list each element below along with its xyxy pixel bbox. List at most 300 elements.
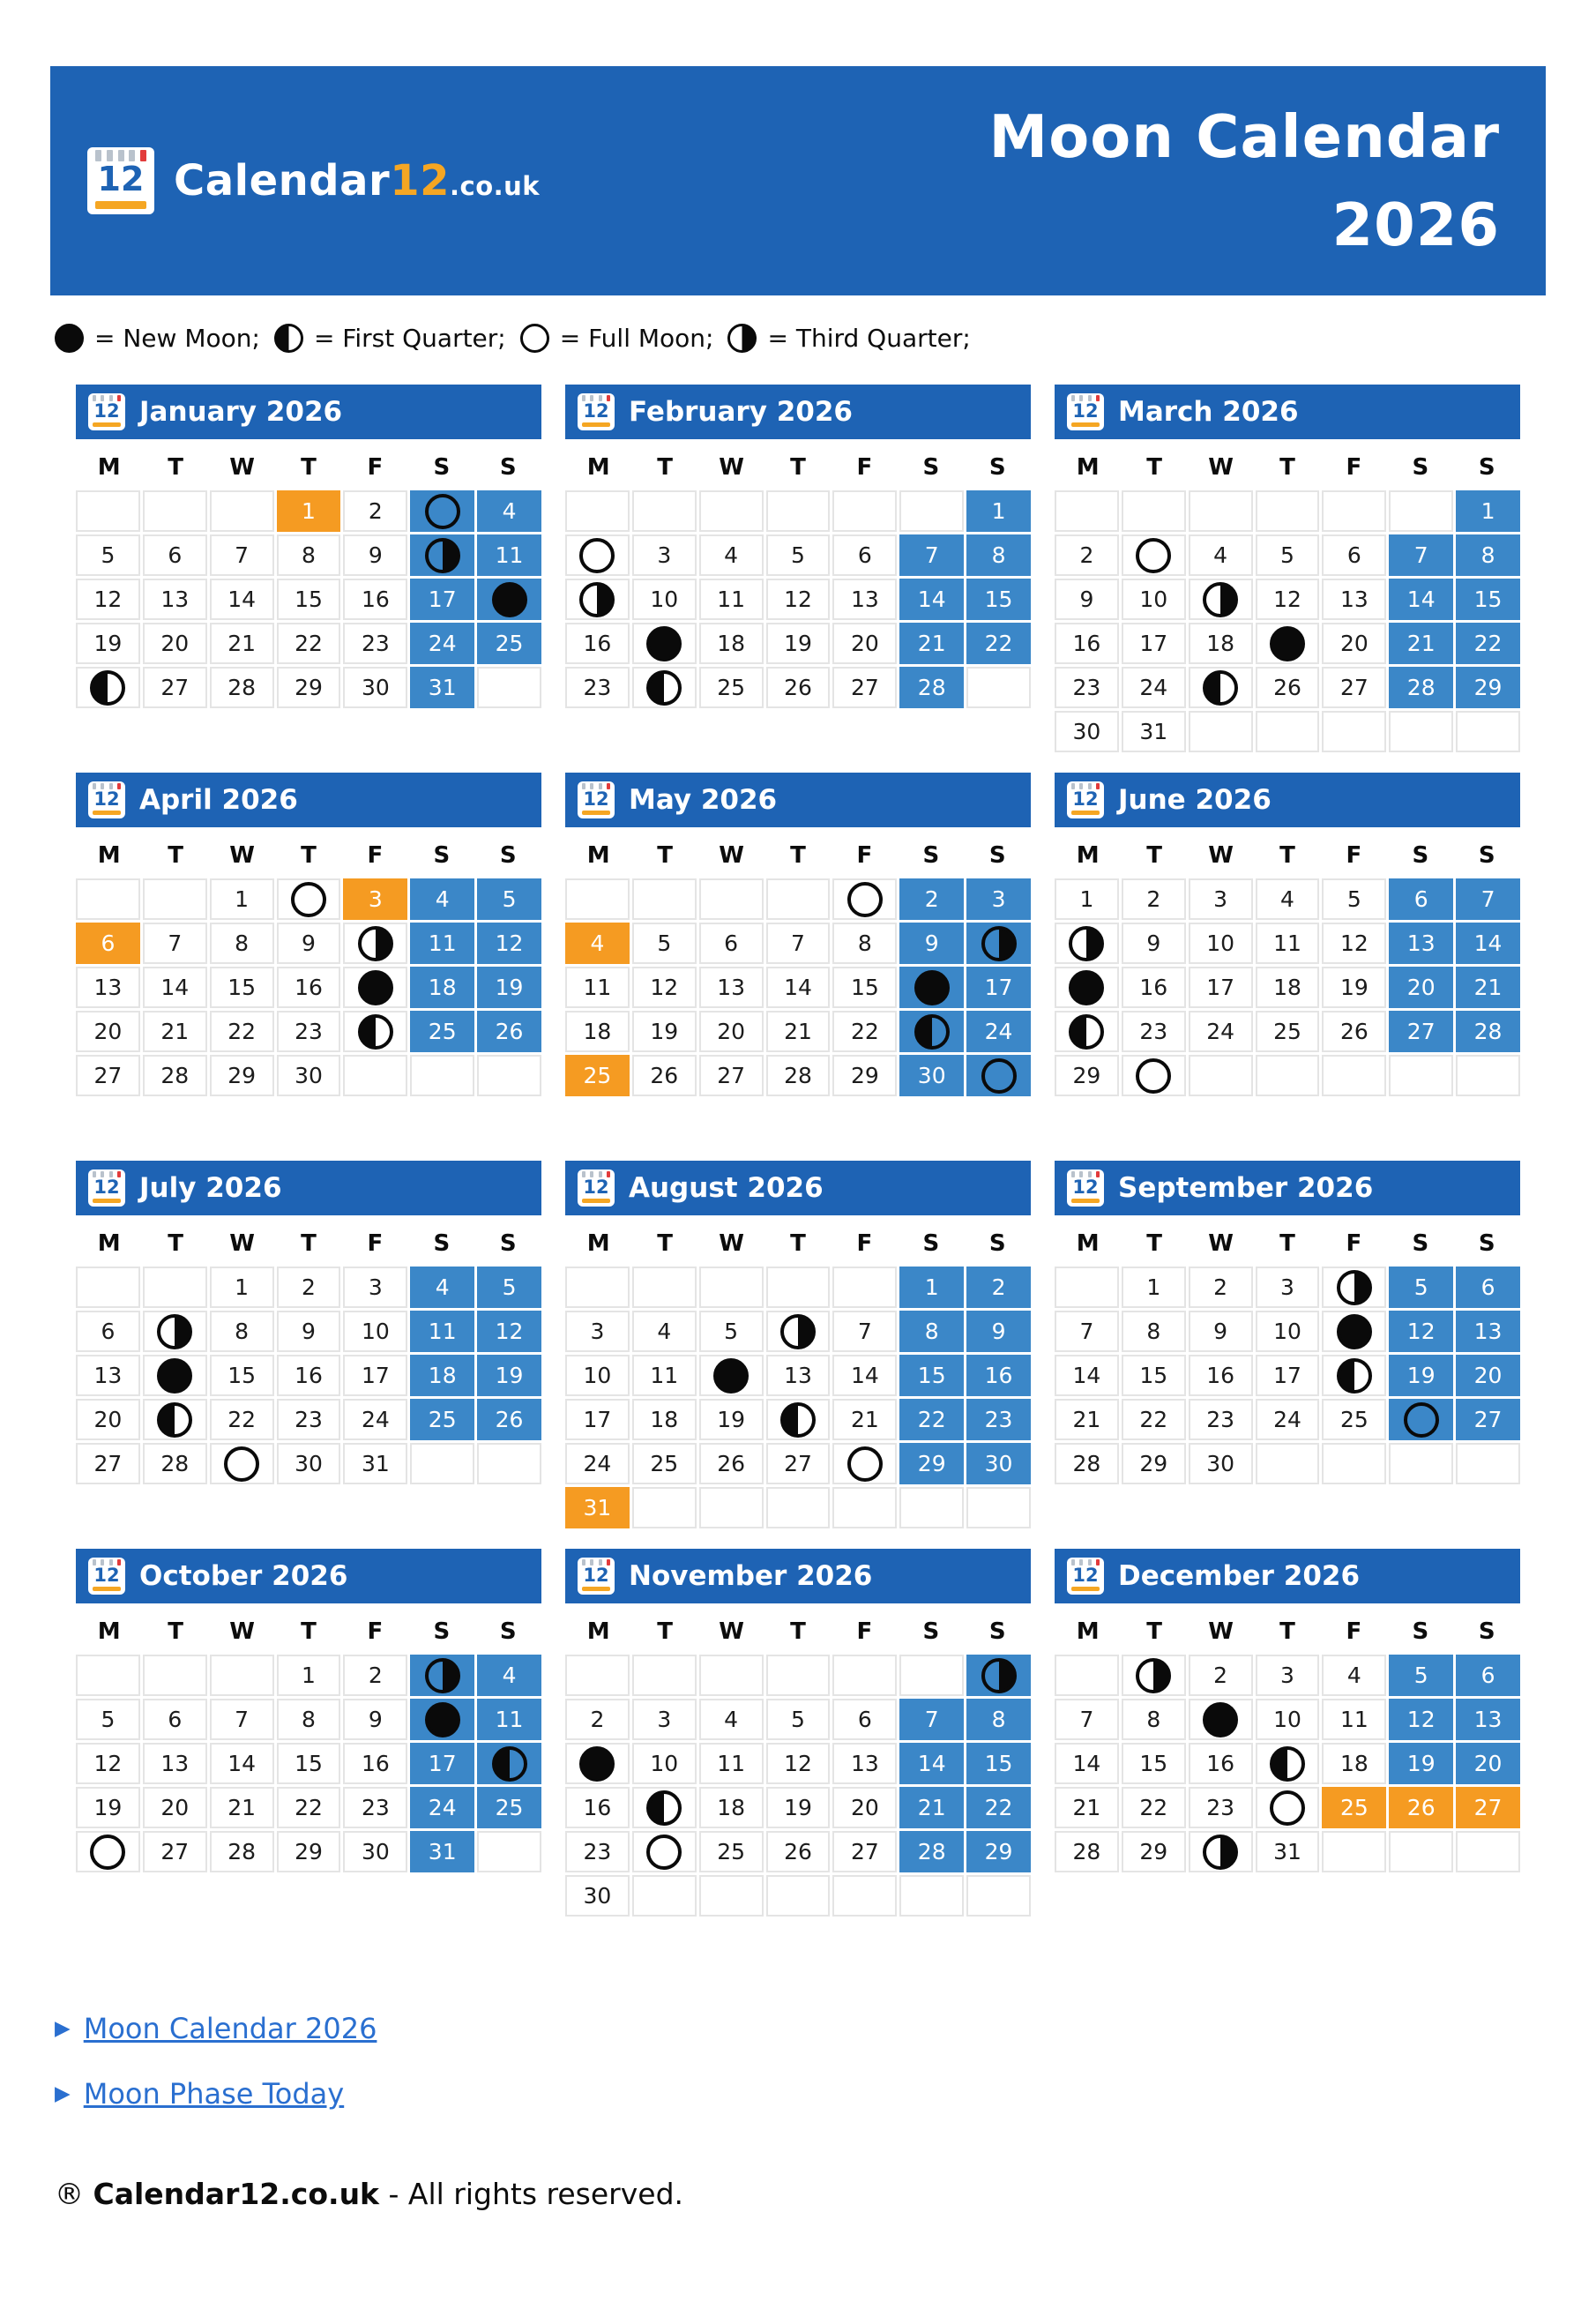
day-cell-may-10 <box>966 923 1031 964</box>
day-cell-august-13: 13 <box>766 1355 831 1396</box>
weekday-label: T <box>301 1618 317 1645</box>
empty-cell <box>1256 1443 1320 1484</box>
day-cell-october-18 <box>477 1743 541 1784</box>
weekday-label: S <box>1478 1618 1495 1645</box>
day-cell-october-11: 11 <box>477 1699 541 1740</box>
weekday-label: S <box>1478 1230 1495 1257</box>
weekday-label: S <box>433 842 451 869</box>
day-cell-march-26: 26 <box>1256 667 1320 708</box>
day-cell-april-27: 27 <box>76 1055 140 1096</box>
empty-cell <box>1122 490 1186 532</box>
empty-cell <box>699 490 764 532</box>
legend-label-full: = Full Moon; <box>559 324 714 353</box>
day-cell-june-7: 7 <box>1456 878 1520 920</box>
day-cell-march-9: 9 <box>1055 579 1119 620</box>
day-cell-september-28: 28 <box>1055 1443 1119 1484</box>
day-cell-may-29: 29 <box>832 1055 897 1096</box>
full-moon-icon <box>1404 1402 1439 1438</box>
day-cell-october-13: 13 <box>143 1743 207 1784</box>
weekday-label: T <box>1146 454 1162 481</box>
empty-cell <box>699 878 764 920</box>
day-cell-march-10: 10 <box>1122 579 1186 620</box>
day-cell-january-31: 31 <box>410 667 474 708</box>
weekday-label: F <box>1346 842 1362 869</box>
page-title-line2: 2026 <box>1331 191 1500 259</box>
day-cell-may-2: 2 <box>899 878 964 920</box>
calendar12-logo[interactable] <box>87 147 540 214</box>
day-cell-december-27: 27 <box>1456 1787 1520 1828</box>
weekday-label: W <box>719 454 744 481</box>
month-november <box>565 1549 1031 1917</box>
day-cell-february-14: 14 <box>899 579 964 620</box>
day-cell-june-6: 6 <box>1389 878 1453 920</box>
calendar-12-icon: 12 <box>578 393 615 430</box>
day-cell-may-15: 15 <box>832 967 897 1008</box>
weekday-label: W <box>229 454 255 481</box>
day-cell-november-28: 28 <box>899 1831 964 1872</box>
day-cell-may-27: 27 <box>699 1055 764 1096</box>
day-cell-september-23: 23 <box>1189 1399 1253 1440</box>
empty-cell <box>766 1655 831 1696</box>
day-cell-january-9: 9 <box>343 534 407 576</box>
third-moon-icon <box>1069 926 1104 961</box>
weekday-label: S <box>988 454 1006 481</box>
day-cell-october-15: 15 <box>277 1743 341 1784</box>
day-cell-february-17 <box>632 623 697 664</box>
weekday-label: T <box>1146 1230 1162 1257</box>
legend-label-third: = Third Quarter; <box>767 324 971 353</box>
day-cell-march-20: 20 <box>1322 623 1386 664</box>
day-cell-march-25 <box>1189 667 1253 708</box>
day-cell-october-25: 25 <box>477 1787 541 1828</box>
day-cell-december-10: 10 <box>1256 1699 1320 1740</box>
day-cell-february-12: 12 <box>766 579 831 620</box>
moon-phase-today-link[interactable]: Moon Phase Today <box>83 2077 345 2111</box>
day-cell-december-12: 12 <box>1389 1699 1453 1740</box>
empty-cell <box>76 490 140 532</box>
month-header-october <box>76 1549 541 1603</box>
day-cell-december-1 <box>1122 1655 1186 1696</box>
month-header-may <box>565 773 1031 827</box>
day-cell-november-14: 14 <box>899 1743 964 1784</box>
moon-phase-legend <box>55 324 1596 353</box>
day-cell-july-10: 10 <box>343 1311 407 1352</box>
first-moon-icon <box>157 1402 192 1438</box>
day-cell-september-12: 12 <box>1389 1311 1453 1352</box>
day-cell-december-9 <box>1189 1699 1253 1740</box>
day-cell-october-5: 5 <box>76 1699 140 1740</box>
empty-cell <box>832 1875 897 1917</box>
weekday-label: S <box>1412 1230 1429 1257</box>
day-cell-february-19: 19 <box>766 623 831 664</box>
full-moon-icon <box>1270 1790 1305 1826</box>
weekday-label: F <box>1346 454 1362 481</box>
empty-cell <box>966 1487 1031 1528</box>
day-cell-may-11: 11 <box>565 967 630 1008</box>
day-cell-october-23: 23 <box>343 1787 407 1828</box>
day-cell-july-30: 30 <box>277 1443 341 1484</box>
day-cell-november-15: 15 <box>966 1743 1031 1784</box>
day-cell-may-17: 17 <box>966 967 1031 1008</box>
empty-cell <box>565 1267 630 1308</box>
third-moon-icon <box>1203 582 1238 617</box>
day-cell-july-13: 13 <box>76 1355 140 1396</box>
day-cell-september-14: 14 <box>1055 1355 1119 1396</box>
day-cell-november-24 <box>632 1831 697 1872</box>
day-cell-july-31: 31 <box>343 1443 407 1484</box>
weekday-label: S <box>988 842 1006 869</box>
empty-cell <box>410 1055 474 1096</box>
weekday-label: M <box>97 1618 121 1645</box>
day-cell-august-5: 5 <box>699 1311 764 1352</box>
empty-cell <box>766 1267 831 1308</box>
day-cell-november-25: 25 <box>699 1831 764 1872</box>
day-cell-february-2 <box>565 534 630 576</box>
month-august <box>565 1161 1031 1528</box>
weekday-header-row <box>76 827 541 878</box>
new-moon-icon <box>55 324 84 353</box>
day-cell-november-5: 5 <box>766 1699 831 1740</box>
day-cell-june-3: 3 <box>1189 878 1253 920</box>
weekday-label: T <box>301 1230 317 1257</box>
month-title-april: April 2026 <box>139 784 298 816</box>
day-cell-december-6: 6 <box>1456 1655 1520 1696</box>
weekday-header-row <box>565 439 1031 490</box>
month-title-june: June 2026 <box>1118 784 1272 816</box>
day-cell-november-26: 26 <box>766 1831 831 1872</box>
third-moon-icon <box>1136 1658 1171 1693</box>
header-banner <box>50 66 1546 295</box>
empty-cell <box>699 1487 764 1528</box>
day-cell-october-22: 22 <box>277 1787 341 1828</box>
day-cell-march-24: 24 <box>1122 667 1186 708</box>
empty-cell <box>632 1267 697 1308</box>
first-moon-icon <box>646 1790 682 1826</box>
day-cell-july-2: 2 <box>277 1267 341 1308</box>
month-may <box>565 773 1031 1096</box>
full-moon-icon <box>1136 538 1171 573</box>
day-cell-november-13: 13 <box>832 1743 897 1784</box>
day-cell-july-6: 6 <box>76 1311 140 1352</box>
full-moon-icon <box>847 882 883 917</box>
day-cell-may-12: 12 <box>632 967 697 1008</box>
first-moon-icon <box>1270 1746 1305 1782</box>
empty-cell <box>832 1655 897 1696</box>
day-cell-june-23: 23 <box>1122 1011 1186 1052</box>
legend-item-third <box>727 324 970 353</box>
day-cell-november-7: 7 <box>899 1699 964 1740</box>
day-cell-january-11: 11 <box>477 534 541 576</box>
page-title-line1: Moon Calendar <box>988 101 1500 171</box>
month-header-july <box>76 1161 541 1215</box>
day-cell-february-25: 25 <box>699 667 764 708</box>
weekday-label: M <box>586 454 610 481</box>
day-cell-july-22: 22 <box>210 1399 274 1440</box>
day-cell-may-14: 14 <box>766 967 831 1008</box>
month-header-january <box>76 385 541 439</box>
new-moon-icon <box>713 1358 749 1394</box>
legend-label-first: = First Quarter; <box>313 324 506 353</box>
day-cell-january-24: 24 <box>410 623 474 664</box>
day-cell-december-18: 18 <box>1322 1743 1386 1784</box>
day-cell-march-30: 30 <box>1055 711 1119 752</box>
empty-cell <box>766 1487 831 1528</box>
day-cell-may-26: 26 <box>632 1055 697 1096</box>
weekday-label: S <box>1412 1618 1429 1645</box>
month-title-may: May 2026 <box>629 784 778 816</box>
third-moon-icon <box>358 926 393 961</box>
day-cell-september-18 <box>1322 1355 1386 1396</box>
day-cell-october-12: 12 <box>76 1743 140 1784</box>
day-cell-november-23: 23 <box>565 1831 630 1872</box>
day-cell-august-15: 15 <box>899 1355 964 1396</box>
day-cell-october-28: 28 <box>210 1831 274 1872</box>
day-cell-june-8 <box>1055 923 1119 964</box>
day-cell-february-21: 21 <box>899 623 964 664</box>
weekday-label: T <box>657 1618 673 1645</box>
day-cell-march-1: 1 <box>1456 490 1520 532</box>
day-cell-february-28: 28 <box>899 667 964 708</box>
calendar-12-icon: 12 <box>578 1558 615 1595</box>
day-cell-september-7: 7 <box>1055 1311 1119 1352</box>
day-cell-march-18: 18 <box>1189 623 1253 664</box>
day-cell-january-6: 6 <box>143 534 207 576</box>
weekday-header-row <box>76 1603 541 1655</box>
day-cell-october-1: 1 <box>277 1655 341 1696</box>
month-header-december <box>1055 1549 1520 1603</box>
calendar-12-icon: 12 <box>1067 781 1104 818</box>
empty-cell <box>143 490 207 532</box>
day-cell-december-23: 23 <box>1189 1787 1253 1828</box>
weekday-label: S <box>1412 842 1429 869</box>
day-cell-march-23: 23 <box>1055 667 1119 708</box>
legend-item-full <box>520 324 714 353</box>
day-cell-november-6: 6 <box>832 1699 897 1740</box>
weekday-label: T <box>657 842 673 869</box>
calendar-12-icon: 12 <box>1067 1169 1104 1207</box>
day-cell-july-9: 9 <box>277 1311 341 1352</box>
day-cell-august-8: 8 <box>899 1311 964 1352</box>
legend-item-first <box>274 324 506 353</box>
weekday-label: M <box>586 842 610 869</box>
day-cell-august-18: 18 <box>632 1399 697 1440</box>
day-cell-march-4: 4 <box>1189 534 1253 576</box>
day-cell-february-26: 26 <box>766 667 831 708</box>
weekday-label: S <box>1412 454 1429 481</box>
first-moon-icon <box>646 670 682 706</box>
day-cell-march-12: 12 <box>1256 579 1320 620</box>
day-cell-july-15: 15 <box>210 1355 274 1396</box>
weekday-label: M <box>1076 454 1100 481</box>
weekday-header-row <box>565 827 1031 878</box>
day-cell-october-2: 2 <box>343 1655 407 1696</box>
day-grid-february <box>565 490 1031 708</box>
day-cell-february-20: 20 <box>832 623 897 664</box>
empty-cell <box>632 1487 697 1528</box>
day-cell-may-22: 22 <box>832 1011 897 1052</box>
month-september <box>1055 1161 1520 1484</box>
weekday-label: S <box>499 842 517 869</box>
weekday-label: M <box>97 1230 121 1257</box>
weekday-header-row <box>565 1215 1031 1267</box>
weekday-label: S <box>922 1230 940 1257</box>
day-cell-august-2: 2 <box>966 1267 1031 1308</box>
day-cell-june-5: 5 <box>1322 878 1386 920</box>
day-cell-december-4: 4 <box>1322 1655 1386 1696</box>
day-cell-march-14: 14 <box>1389 579 1453 620</box>
day-cell-august-17: 17 <box>565 1399 630 1440</box>
weekday-label: T <box>1279 1230 1295 1257</box>
day-cell-february-18: 18 <box>699 623 764 664</box>
weekday-label: T <box>790 1230 806 1257</box>
day-cell-december-22: 22 <box>1122 1787 1186 1828</box>
day-cell-january-27: 27 <box>143 667 207 708</box>
day-cell-july-20: 20 <box>76 1399 140 1440</box>
day-cell-april-20: 20 <box>76 1011 140 1052</box>
day-cell-july-29 <box>210 1443 274 1484</box>
day-cell-january-18 <box>477 579 541 620</box>
weekday-label: F <box>856 1618 873 1645</box>
day-cell-january-16: 16 <box>343 579 407 620</box>
empty-cell <box>632 1875 697 1917</box>
empty-cell <box>210 1655 274 1696</box>
calendar-12-icon: 12 <box>88 1169 125 1207</box>
empty-cell <box>966 667 1031 708</box>
weekday-label: T <box>168 1618 183 1645</box>
weekday-label: W <box>1208 842 1234 869</box>
empty-cell <box>1389 711 1453 752</box>
weekday-label: T <box>301 454 317 481</box>
day-grid-june <box>1055 878 1520 1096</box>
day-cell-august-19: 19 <box>699 1399 764 1440</box>
weekday-label: S <box>988 1618 1006 1645</box>
day-cell-january-2: 2 <box>343 490 407 532</box>
day-cell-august-14: 14 <box>832 1355 897 1396</box>
day-cell-september-5: 5 <box>1389 1267 1453 1308</box>
new-moon-icon <box>1337 1314 1372 1349</box>
day-cell-january-15: 15 <box>277 579 341 620</box>
empty-cell <box>76 878 140 920</box>
empty-cell <box>699 1875 764 1917</box>
day-cell-march-16: 16 <box>1055 623 1119 664</box>
third-moon-icon <box>579 582 615 617</box>
empty-cell <box>1456 1443 1520 1484</box>
month-july <box>76 1161 541 1484</box>
day-cell-february-9 <box>565 579 630 620</box>
weekday-label: W <box>719 1230 744 1257</box>
day-cell-november-29: 29 <box>966 1831 1031 1872</box>
weekday-label: M <box>97 842 121 869</box>
first-moon-icon <box>274 324 303 353</box>
day-cell-september-10: 10 <box>1256 1311 1320 1352</box>
weekday-label: F <box>856 842 873 869</box>
day-cell-december-24 <box>1256 1787 1320 1828</box>
empty-cell <box>477 1831 541 1872</box>
weekday-label: M <box>1076 842 1100 869</box>
day-cell-june-16: 16 <box>1122 967 1186 1008</box>
third-moon-icon <box>425 1658 460 1693</box>
day-cell-january-17: 17 <box>410 579 474 620</box>
weekday-label: T <box>1279 454 1295 481</box>
weekday-label: T <box>657 454 673 481</box>
calendar-12-icon: 12 <box>578 781 615 818</box>
day-cell-may-20: 20 <box>699 1011 764 1052</box>
day-cell-september-13: 13 <box>1456 1311 1520 1352</box>
day-cell-march-2: 2 <box>1055 534 1119 576</box>
month-title-january: January 2026 <box>139 396 343 428</box>
first-moon-icon <box>780 1402 816 1438</box>
moon-calendar-link[interactable]: Moon Calendar 2026 <box>83 2012 377 2045</box>
day-cell-october-9: 9 <box>343 1699 407 1740</box>
month-title-november: November 2026 <box>629 1560 873 1592</box>
empty-cell <box>766 878 831 920</box>
third-moon-icon <box>1203 1835 1238 1870</box>
day-cell-november-22: 22 <box>966 1787 1031 1828</box>
day-cell-december-21: 21 <box>1055 1787 1119 1828</box>
day-cell-june-10: 10 <box>1189 923 1253 964</box>
day-cell-february-10: 10 <box>632 579 697 620</box>
weekday-label: S <box>922 842 940 869</box>
empty-cell <box>1456 1055 1520 1096</box>
day-cell-january-30: 30 <box>343 667 407 708</box>
empty-cell <box>766 1875 831 1917</box>
day-cell-september-2: 2 <box>1189 1267 1253 1308</box>
day-cell-january-23: 23 <box>343 623 407 664</box>
day-cell-march-11 <box>1189 579 1253 620</box>
day-cell-august-21: 21 <box>832 1399 897 1440</box>
weekday-label: T <box>168 454 183 481</box>
day-cell-june-11: 11 <box>1256 923 1320 964</box>
day-cell-july-27: 27 <box>76 1443 140 1484</box>
day-cell-july-25: 25 <box>410 1399 474 1440</box>
day-cell-june-27: 27 <box>1389 1011 1453 1052</box>
day-cell-april-28: 28 <box>143 1055 207 1096</box>
weekday-label: T <box>168 1230 183 1257</box>
day-cell-march-19 <box>1256 623 1320 664</box>
empty-cell <box>76 1655 140 1696</box>
day-cell-february-22: 22 <box>966 623 1031 664</box>
empty-cell <box>1456 1831 1520 1872</box>
full-moon-icon <box>90 1835 125 1870</box>
day-cell-january-21: 21 <box>210 623 274 664</box>
weekday-label: M <box>97 454 121 481</box>
weekday-label: S <box>499 1618 517 1645</box>
day-cell-march-7: 7 <box>1389 534 1453 576</box>
empty-cell <box>1256 1055 1320 1096</box>
day-cell-february-27: 27 <box>832 667 897 708</box>
day-cell-november-30: 30 <box>565 1875 630 1917</box>
weekday-label: T <box>1146 842 1162 869</box>
day-cell-june-17: 17 <box>1189 967 1253 1008</box>
weekday-label: W <box>1208 1618 1234 1645</box>
month-title-september: September 2026 <box>1118 1172 1374 1204</box>
day-cell-october-16: 16 <box>343 1743 407 1784</box>
weekday-label: F <box>856 454 873 481</box>
day-cell-august-27: 27 <box>766 1443 831 1484</box>
month-title-march: March 2026 <box>1118 396 1299 428</box>
day-cell-july-12: 12 <box>477 1311 541 1352</box>
day-cell-july-3: 3 <box>343 1267 407 1308</box>
weekday-header-row <box>1055 827 1520 878</box>
weekday-label: W <box>229 842 255 869</box>
day-cell-december-31: 31 <box>1256 1831 1320 1872</box>
day-cell-june-19: 19 <box>1322 967 1386 1008</box>
day-cell-may-28: 28 <box>766 1055 831 1096</box>
day-cell-april-16: 16 <box>277 967 341 1008</box>
day-cell-march-5: 5 <box>1256 534 1320 576</box>
weekday-label: F <box>367 842 384 869</box>
day-cell-august-23: 23 <box>966 1399 1031 1440</box>
